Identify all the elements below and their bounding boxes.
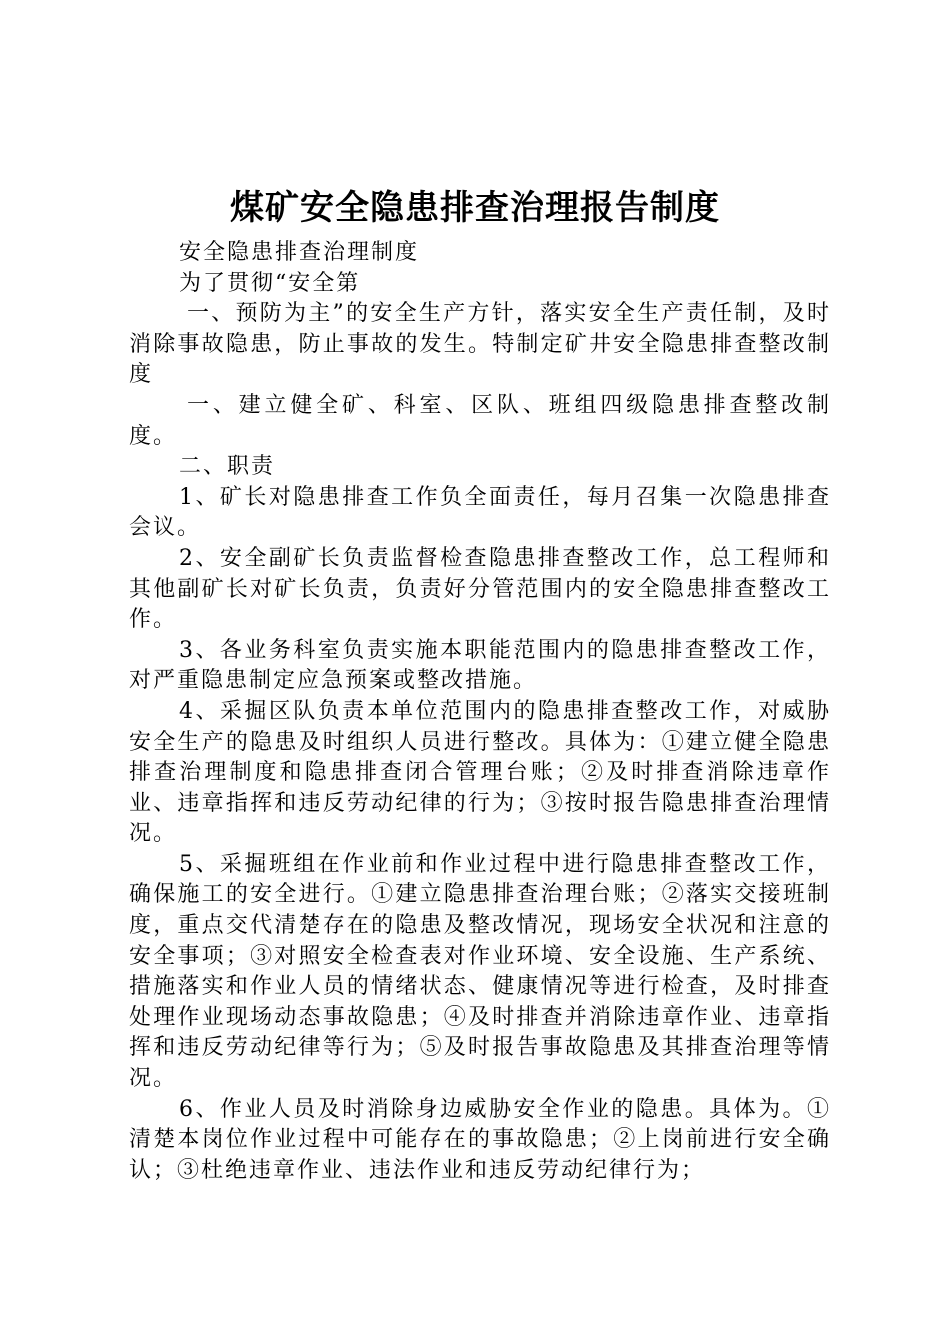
paragraph-subtitle: 安全隐患排查治理制度 <box>179 240 420 265</box>
paragraph-section-two-heading: 二、职责 <box>179 454 276 480</box>
paragraph-item-6: 6、作业人员及时消除身边威胁安全作业的隐患。具体为。①清楚本岗位作业过程中可能存在的事故隐患；②上岗前进行安全确认；③杜绝违章作业、违法作业和违反劳动纪律行为； <box>129 1096 831 1183</box>
document-title: 煤矿安全隐患排查治理报告制度 <box>230 188 720 228</box>
paragraph-item-1: 1、矿长对隐患排查工作负全面责任，每月召集一次隐患排查会议。 <box>129 484 831 541</box>
paragraph-item-5: 5、采掘班组在作业前和作业过程中进行隐患排查整改工作，确保施工的安全进行。①建立隐患排查治理台账；②落实交接班制度，重点交代清楚存在的隐患及整改情况，现场安全状况和注意的安全事项；③对照安全检查表对作业环境、安全设施、生产系统、措施落实和作业人员的情绪状态、健康情况等进行检查，及时排查处理作业现场动态事故隐患；④及时排查并消除违章作业、违章指挥和违反劳动纪律等行为；⑤及时报告事故隐患及其排查治理等情况。 <box>129 851 831 1092</box>
paragraph-section-one: 一、建立健全矿、科室、区队、班组四级隐患排查整改制度。 <box>129 392 831 449</box>
paragraph-item-4: 4、采掘区队负责本单位范围内的隐患排查整改工作，对威胁安全生产的隐患及时组织人员进行整改。具体为：①建立健全隐患排查治理制度和隐患排查闭合管理台账；②及时排查消除违章作业、违章指挥和违反劳动纪律的行为；③按时报告隐患排查治理情况。 <box>129 698 831 847</box>
document-body <box>129 238 831 1186</box>
paragraph-purpose: 一、预防为主”的安全生产方针，落实安全生产责任制，及时消除事故隐患，防止事故的发生。特制定矿井安全隐患排查整改制度 <box>129 301 831 388</box>
paragraph-item-2: 2、安全副矿长负责监督检查隐患排查整改工作，总工程师和其他副矿长对矿长负责，负责好分管范围内的安全隐患排查整改工作。 <box>129 545 831 633</box>
paragraph-intro: 为了贯彻“安全第 <box>179 270 361 296</box>
paragraph-item-3: 3、各业务科室负责实施本职能范围内的隐患排查整改工作，对严重隐患制定应急预案或整改措施。 <box>129 637 831 694</box>
